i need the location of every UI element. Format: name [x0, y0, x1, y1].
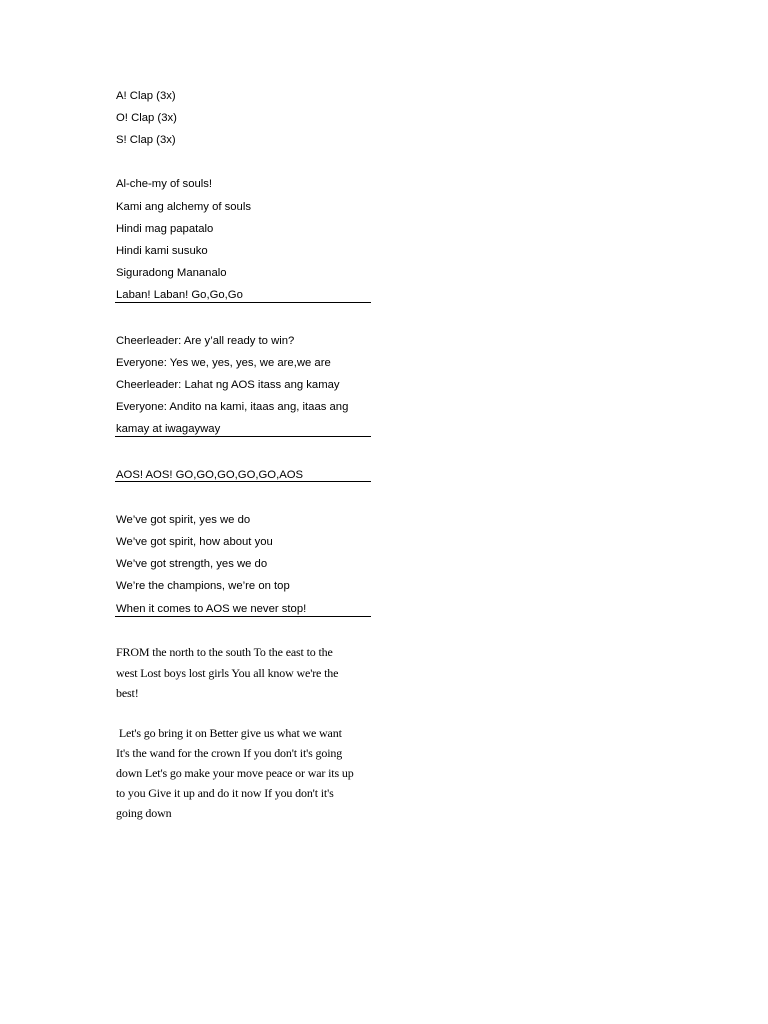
intro-line-3: S! Clap (3x) — [116, 134, 176, 146]
verse1-line-1: FROM the north to the south To the east to the — [116, 645, 333, 659]
chant3-line-1: AOS! AOS! GO,GO,GO,GO,GO,AOS — [116, 469, 304, 481]
chant4-divider — [115, 616, 371, 617]
intro-line-1: A! Clap (3x) — [116, 90, 176, 102]
chant2-line-2: Everyone: Yes we, yes, yes, we are,we are — [116, 357, 331, 369]
chant1-line-3: Hindi mag papatalo — [116, 223, 214, 235]
chant2-line-3: Cheerleader: Lahat ng AOS itass ang kamay — [116, 379, 340, 391]
chant4-line-3: We’ve got strength, yes we do — [116, 558, 268, 570]
chant1-line-2: Kami ang alchemy of souls — [116, 201, 251, 213]
chant2-line-5: kamay at iwagayway — [116, 423, 221, 435]
chant1-line-4: Hindi kami susuko — [116, 245, 208, 257]
verse2-line-4: to you Give it up and do it now If you don't it's — [116, 786, 334, 800]
verse1-line-3: best! — [116, 686, 139, 700]
chant2-line-4: Everyone: Andito na kami, itaas ang, itaas ang — [116, 401, 349, 413]
chant1-line-1: Al-che-my of souls! — [116, 178, 213, 190]
chant4-line-5: When it comes to AOS we never stop! — [116, 603, 307, 615]
chant1-divider — [115, 302, 371, 303]
intro-line-2: O! Clap (3x) — [116, 112, 177, 124]
chant2-line-1: Cheerleader: Are y’all ready to win? — [116, 335, 295, 347]
verse2-line-3: down Let's go make your move peace or war its up — [116, 766, 354, 780]
chant2-divider — [115, 436, 371, 437]
verse2-line-1: Let's go bring it on Better give us what we want — [116, 726, 342, 740]
verse2-line-2: It's the wand for the crown If you don't it's going — [116, 746, 343, 760]
chant3-divider — [115, 481, 371, 482]
chant4-line-4: We’re the champions, we’re on top — [116, 580, 290, 592]
verse1-line-2: west Lost boys lost girls You all know we're the — [116, 666, 339, 680]
verse2-line-5: going down — [116, 806, 172, 820]
chant1-line-6: Laban! Laban! Go,Go,Go — [116, 289, 243, 301]
chant1-line-5: Siguradong Mananalo — [116, 267, 227, 279]
chant4-line-1: We’ve got spirit, yes we do — [116, 514, 251, 526]
chant4-line-2: We’ve got spirit, how about you — [116, 536, 273, 548]
